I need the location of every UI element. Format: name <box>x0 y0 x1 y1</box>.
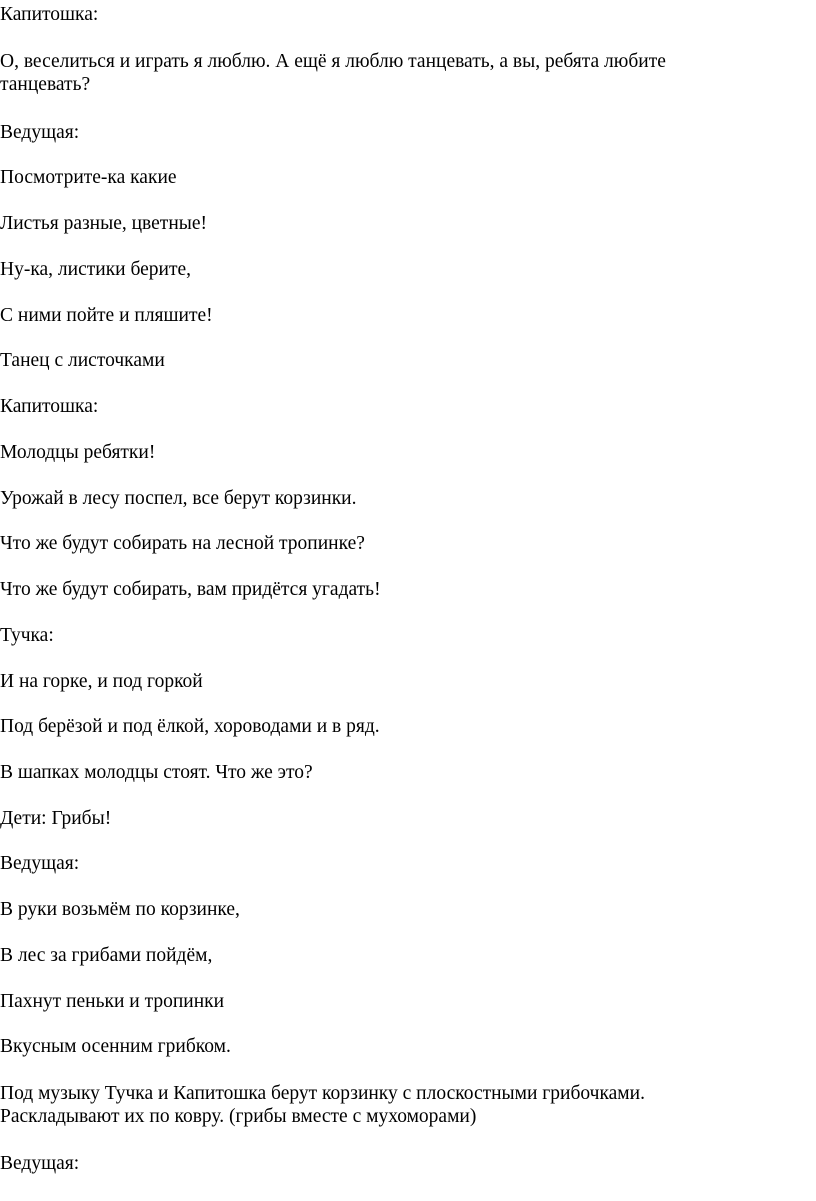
poem-line: Вкусным осенним грибком. <box>0 1036 231 1057</box>
speaker-label: Ведущая: <box>0 853 80 874</box>
poem-line: Ну-ка, листики берите, <box>0 259 192 280</box>
speaker-label: Капитошка: <box>0 4 99 25</box>
dialogue-text: Что же будут собирать, вам придётся угадать! <box>0 579 381 600</box>
poem-line: Листья разные, цветные! <box>0 213 208 234</box>
riddle-line: И на горке, и под горкой <box>0 671 203 692</box>
speaker-label: Ведущая: <box>0 1153 80 1174</box>
poem-line: Посмотрите-ка какие <box>0 167 177 188</box>
dialogue-text: Урожай в лесу поспел, все берут корзинки. <box>0 488 357 509</box>
speaker-label: Ведущая: <box>0 122 80 143</box>
speaker-label: Капитошка: <box>0 396 99 417</box>
dialogue-text: О, веселиться и играть я люблю. А ещё я люблю танцевать, а вы, ребята любите танцевать? <box>0 51 666 95</box>
stage-direction: Под музыку Тучка и Капитошка берут корзинку с плоскостными грибочками. Раскладывают их по ковру. (грибы вместе с мухоморами) <box>0 1083 645 1127</box>
dialogue-text: Что же будут собирать на лесной тропинке? <box>0 533 365 554</box>
speaker-label: Тучка: <box>0 625 54 646</box>
riddle-line: Под берёзой и под ёлкой, хороводами и в ряд. <box>0 716 380 737</box>
dialogue-text: Молодцы ребятки! <box>0 442 156 463</box>
poem-line: С ними пойте и пляшите! <box>0 305 213 326</box>
dialogue-text: Дети: Грибы! <box>0 808 112 829</box>
poem-line: В руки возьмём по корзинке, <box>0 899 240 920</box>
stage-direction: Танец с листочками <box>0 350 165 371</box>
poem-line: В лес за грибами пойдём, <box>0 945 213 966</box>
riddle-line: В шапках молодцы стоят. Что же это? <box>0 762 313 783</box>
poem-line: Пахнут пеньки и тропинки <box>0 991 225 1012</box>
